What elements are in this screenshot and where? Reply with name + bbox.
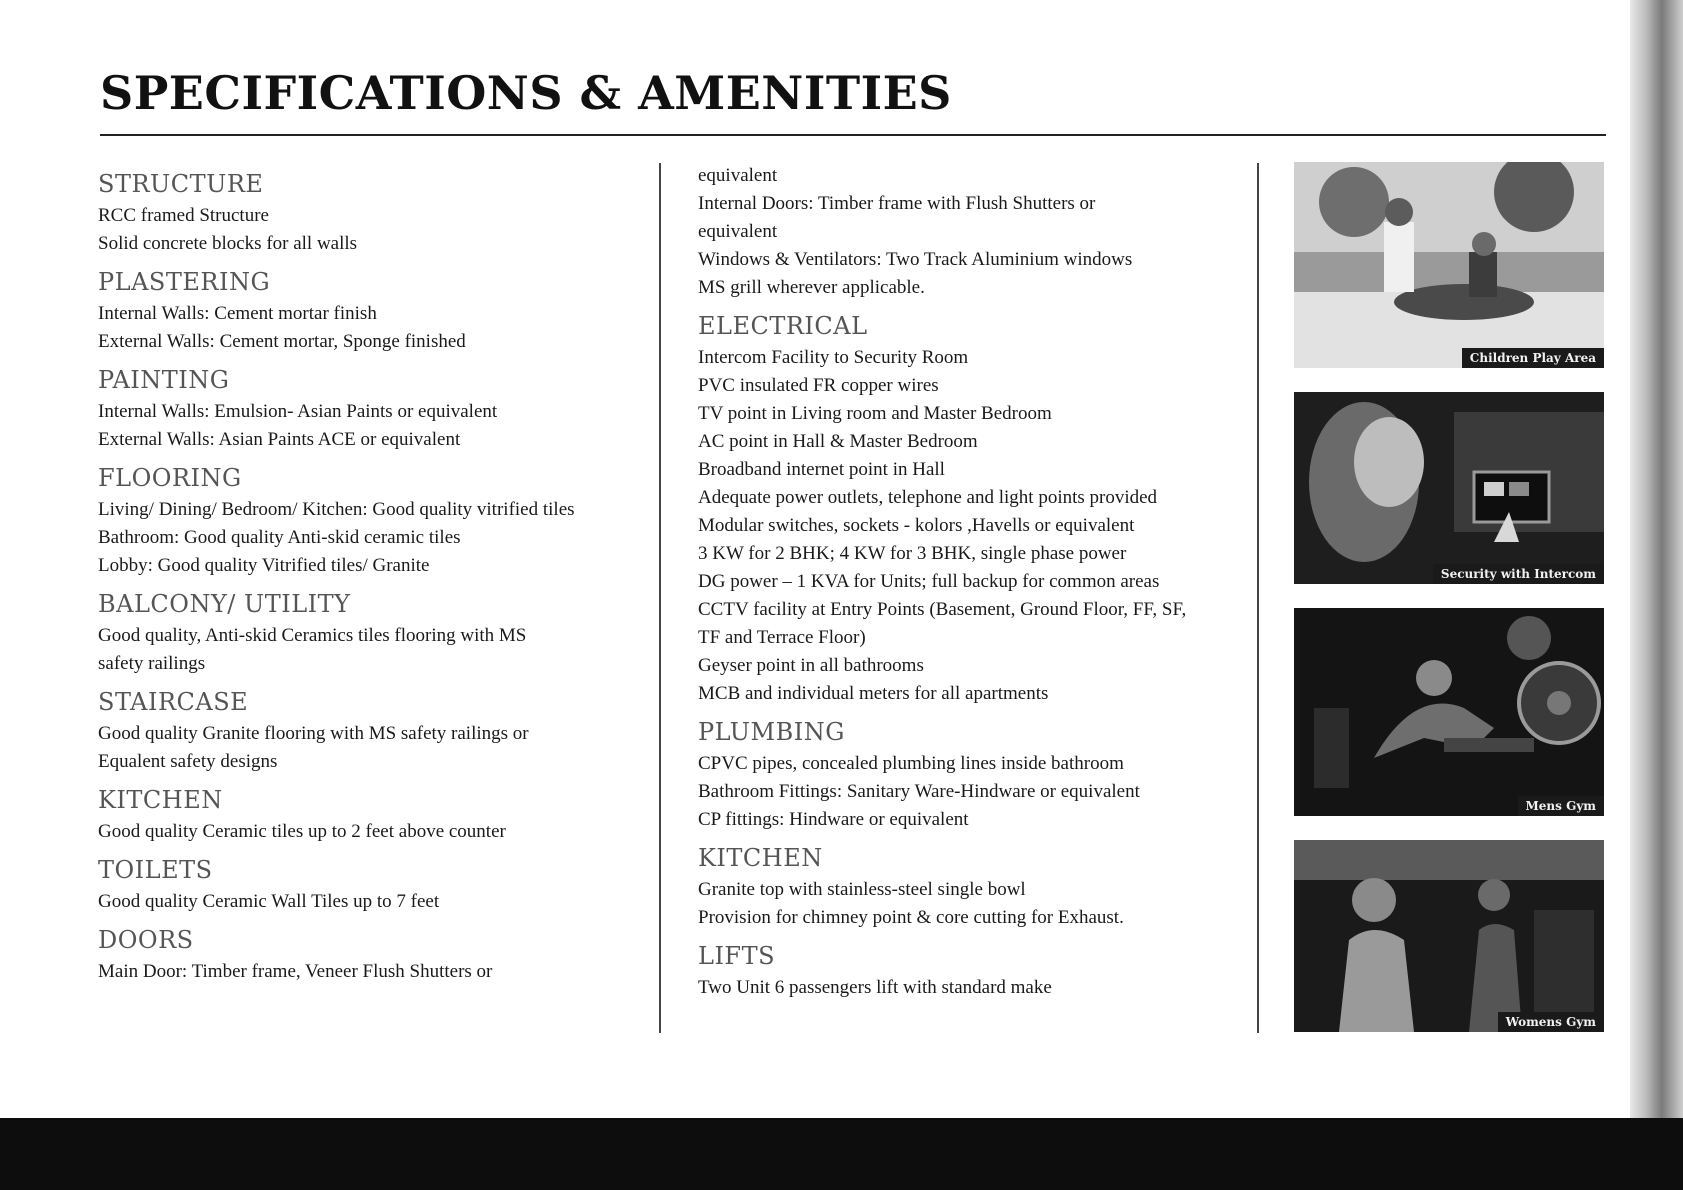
spec-line: Solid concrete blocks for all walls — [98, 233, 358, 254]
spec-line: Intercom Facility to Security Room — [698, 347, 969, 368]
section-heading: FLOORING — [98, 464, 242, 492]
spec-line: Two Unit 6 passengers lift with standard make — [698, 977, 1052, 998]
spec-line: Lobby: Good quality Vitrified tiles/ Granite — [98, 555, 430, 576]
spec-line: Good quality Ceramic Wall Tiles up to 7 feet — [98, 891, 440, 912]
spec-line: equivalent — [698, 165, 778, 186]
spec-line: CPVC pipes, concealed plumbing lines inside bathroom — [698, 753, 1124, 774]
spec-line: RCC framed Structure — [98, 205, 269, 226]
section-heading: TOILETS — [98, 856, 213, 884]
section-kitchen — [98, 786, 658, 846]
section-lifts — [698, 942, 1258, 1002]
photo-caption: Security with Intercom — [1433, 564, 1604, 584]
section-heading: LIFTS — [698, 942, 776, 970]
section-structure — [98, 170, 658, 258]
section-toilets — [98, 856, 658, 916]
section-heading: BALCONY/ UTILITY — [98, 590, 351, 618]
spec-line: Internal Walls: Emulsion- Asian Paints or equivalent — [98, 401, 498, 422]
spec-line: Windows & Ventilators: Two Track Aluminium windows — [698, 249, 1133, 270]
section-staircase — [98, 688, 658, 776]
spec-line: Adequate power outlets, telephone and light points provided — [698, 487, 1158, 508]
column-divider — [659, 163, 661, 1033]
section-heading: PAINTING — [98, 366, 230, 394]
spec-line: Good quality, Anti-skid Ceramics tiles flooring with MS — [98, 625, 527, 646]
spec-line: Geyser point in all bathrooms — [698, 655, 924, 676]
section-doors — [98, 926, 658, 986]
scan-bottom-band — [0, 1118, 1683, 1190]
section-heading: KITCHEN — [698, 844, 823, 872]
section-flooring — [98, 464, 658, 580]
spec-line: Good quality Ceramic tiles up to 2 feet above counter — [98, 821, 506, 842]
section-heading: STAIRCASE — [98, 688, 249, 716]
amenity-photos — [1294, 162, 1604, 1056]
spec-line: Equalent safety designs — [98, 751, 278, 772]
spec-line: Living/ Dining/ Bedroom/ Kitchen: Good quality vitrified tiles — [98, 499, 575, 520]
column-divider — [1257, 163, 1259, 1033]
spec-line: Modular switches, sockets - kolors ,Havells or equivalent — [698, 515, 1135, 536]
section-plumbing — [698, 718, 1258, 834]
spec-line: MCB and individual meters for all apartments — [698, 683, 1049, 704]
section-heading: ELECTRICAL — [698, 312, 868, 340]
intercom-photo — [1294, 392, 1604, 584]
spec-line: External Walls: Asian Paints ACE or equivalent — [98, 429, 461, 450]
photo-caption: Womens Gym — [1498, 1012, 1604, 1032]
spec-line: PVC insulated FR copper wires — [698, 375, 939, 396]
doors-continued — [698, 162, 1258, 302]
section-heading: PLUMBING — [698, 718, 845, 746]
section-balcony-utility — [98, 590, 658, 678]
spec-line: safety railings — [98, 653, 206, 674]
specs-column-middle — [698, 160, 1258, 1002]
spec-line: 3 KW for 2 BHK; 4 KW for 3 BHK, single phase power — [698, 543, 1127, 564]
spec-line: Internal Walls: Cement mortar finish — [98, 303, 377, 324]
spec-line: equivalent — [698, 221, 778, 242]
spec-line: External Walls: Cement mortar, Sponge finished — [98, 331, 466, 352]
spec-line: CCTV facility at Entry Points (Basement, Ground Floor, FF, SF, — [698, 599, 1187, 620]
spec-line: Internal Doors: Timber frame with Flush Shutters or — [698, 193, 1096, 214]
page-title: SPECIFICATIONS & AMENITIES — [100, 66, 952, 120]
spec-line: Granite top with stainless-steel single bowl — [698, 879, 1026, 900]
section-electrical — [698, 312, 1258, 708]
spec-line: TV point in Living room and Master Bedroom — [698, 403, 1052, 424]
spec-line: DG power – 1 KVA for Units; full backup for common areas — [698, 571, 1160, 592]
spec-line: Main Door: Timber frame, Veneer Flush Shutters or — [98, 961, 493, 982]
section-kitchen-2 — [698, 844, 1258, 932]
section-painting — [98, 366, 658, 454]
photo-caption: Mens Gym — [1518, 796, 1605, 816]
spec-line: AC point in Hall & Master Bedroom — [698, 431, 978, 452]
spec-line: MS grill wherever applicable. — [698, 277, 925, 298]
spec-line: Good quality Granite flooring with MS safety railings or — [98, 723, 529, 744]
spec-line: Bathroom Fittings: Sanitary Ware-Hindware or equivalent — [698, 781, 1140, 802]
womens-gym-photo — [1294, 840, 1604, 1032]
section-plastering — [98, 268, 658, 356]
mens-gym-photo — [1294, 608, 1604, 816]
spec-line: TF and Terrace Floor) — [698, 627, 866, 648]
specs-column-left — [98, 160, 658, 986]
spec-line: Bathroom: Good quality Anti-skid ceramic tiles — [98, 527, 461, 548]
section-heading: STRUCTURE — [98, 170, 264, 198]
spec-line: Broadband internet point in Hall — [698, 459, 945, 480]
section-heading: KITCHEN — [98, 786, 223, 814]
page-edge-shadow — [1630, 0, 1683, 1118]
title-divider — [100, 134, 1606, 136]
section-heading: PLASTERING — [98, 268, 271, 296]
section-heading: DOORS — [98, 926, 194, 954]
spec-line: Provision for chimney point & core cutting for Exhaust. — [698, 907, 1124, 928]
spec-line: CP fittings: Hindware or equivalent — [698, 809, 969, 830]
photo-caption: Children Play Area — [1462, 348, 1604, 368]
playground-photo — [1294, 162, 1604, 368]
